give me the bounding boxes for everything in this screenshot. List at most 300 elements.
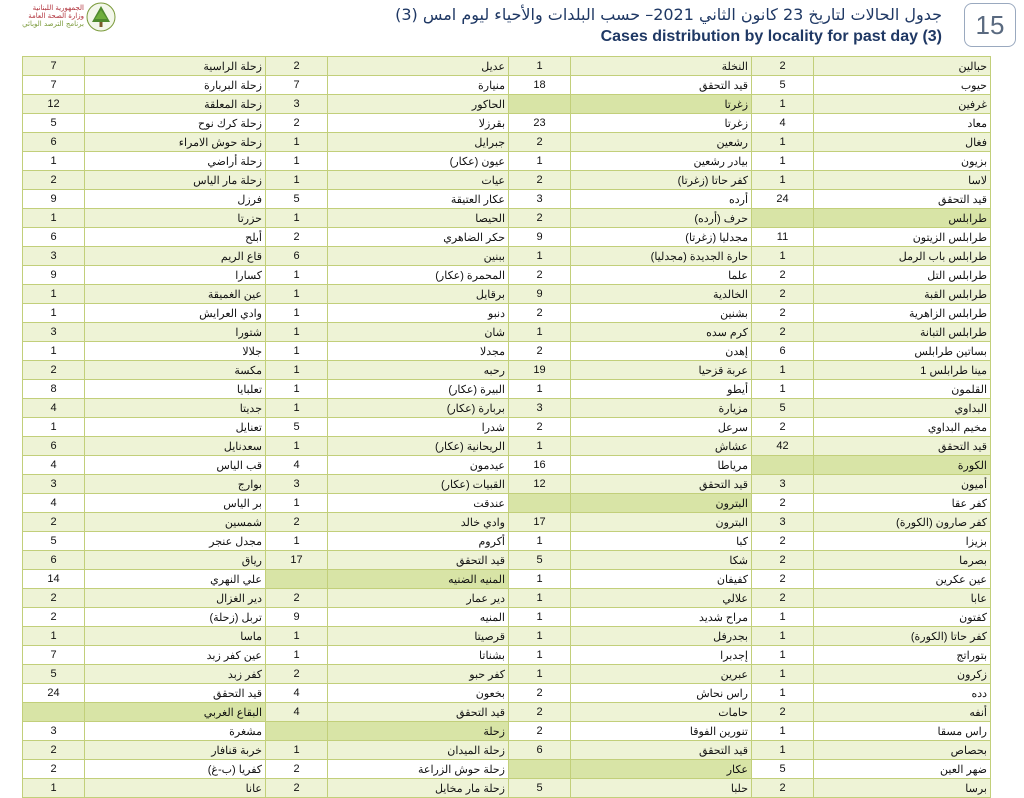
case-count-cell: 1 bbox=[752, 152, 814, 171]
locality-name-cell: رياق bbox=[85, 551, 266, 570]
region-header-cell: زغرتا bbox=[571, 95, 752, 114]
table-row bbox=[23, 494, 991, 513]
locality-name-cell: ببنين bbox=[328, 247, 509, 266]
locality-name-cell: عين كفر زبد bbox=[85, 646, 266, 665]
locality-name-cell: حارة الجديدة (مجدليا) bbox=[571, 247, 752, 266]
case-count-cell: 2 bbox=[23, 361, 85, 380]
table-row bbox=[23, 551, 991, 570]
locality-name-cell: الحيصا bbox=[328, 209, 509, 228]
table-row bbox=[23, 703, 991, 722]
locality-name-cell: سعدنايل bbox=[85, 437, 266, 456]
locality-name-cell: مينا طرابلس 1 bbox=[814, 361, 991, 380]
locality-name-cell: تعلبايا bbox=[85, 380, 266, 399]
case-count-cell: 1 bbox=[266, 342, 328, 361]
locality-name-cell: وادي خالد bbox=[328, 513, 509, 532]
case-count-cell: 1 bbox=[266, 361, 328, 380]
locality-name-cell: برسا bbox=[814, 779, 991, 798]
case-count-cell: 1 bbox=[266, 380, 328, 399]
locality-name-cell: بشنين bbox=[571, 304, 752, 323]
table-row bbox=[23, 304, 991, 323]
locality-name-cell: كفر حاتا (زغرتا) bbox=[571, 171, 752, 190]
locality-name-cell: كفر صارون (الكورة) bbox=[814, 513, 991, 532]
locality-name-cell: أرده bbox=[571, 190, 752, 209]
case-count-cell: 1 bbox=[23, 152, 85, 171]
case-count-cell: 1 bbox=[509, 532, 571, 551]
case-count-cell: 6 bbox=[752, 342, 814, 361]
case-count-cell: 6 bbox=[23, 437, 85, 456]
title-english: Cases distribution by locality for past day (3) bbox=[600, 28, 942, 45]
case-count-cell: 2 bbox=[752, 703, 814, 722]
case-count-cell bbox=[23, 703, 85, 722]
case-count-cell: 5 bbox=[752, 76, 814, 95]
locality-name-cell: حبالين bbox=[814, 57, 991, 76]
case-count-cell: 1 bbox=[509, 570, 571, 589]
region-header-cell: عكار bbox=[571, 760, 752, 779]
table-row bbox=[23, 114, 991, 133]
case-count-cell bbox=[509, 760, 571, 779]
locality-name-cell: زحلة الراسية bbox=[85, 57, 266, 76]
case-count-cell: 9 bbox=[266, 608, 328, 627]
case-count-cell bbox=[509, 95, 571, 114]
case-count-cell: 17 bbox=[266, 551, 328, 570]
case-count-cell: 5 bbox=[23, 114, 85, 133]
case-count-cell: 7 bbox=[23, 76, 85, 95]
logo-line-1: الجمهورية اللبنانية bbox=[32, 4, 84, 12]
case-count-cell: 1 bbox=[266, 437, 328, 456]
case-count-cell: 2 bbox=[752, 779, 814, 798]
table-row bbox=[23, 76, 991, 95]
table-row bbox=[23, 190, 991, 209]
case-count-cell: 1 bbox=[266, 133, 328, 152]
locality-name-cell: قاع الريم bbox=[85, 247, 266, 266]
locality-name-cell: الحاكور bbox=[328, 95, 509, 114]
case-count-cell: 18 bbox=[509, 76, 571, 95]
locality-name-cell: النخلة bbox=[571, 57, 752, 76]
locality-name-cell: قيد التحقق bbox=[571, 76, 752, 95]
case-count-cell: 2 bbox=[266, 228, 328, 247]
case-count-cell: 1 bbox=[752, 361, 814, 380]
locality-name-cell: بشناتا bbox=[328, 646, 509, 665]
locality-name-cell: شان bbox=[328, 323, 509, 342]
locality-name-cell: فرزل bbox=[85, 190, 266, 209]
locality-name-cell: طرابلس التبانة bbox=[814, 323, 991, 342]
locality-name-cell: مجدلا bbox=[328, 342, 509, 361]
case-count-cell: 2 bbox=[23, 513, 85, 532]
locality-name-cell: مراح شديد bbox=[571, 608, 752, 627]
case-count-cell: 1 bbox=[23, 418, 85, 437]
locality-name-cell: قيد التحقق bbox=[571, 741, 752, 760]
locality-name-cell: تعنايل bbox=[85, 418, 266, 437]
locality-name-cell: قيد التحقق bbox=[571, 475, 752, 494]
locality-name-cell: غرفين bbox=[814, 95, 991, 114]
locality-name-cell: راس نحاش bbox=[571, 684, 752, 703]
case-count-cell: 1 bbox=[752, 627, 814, 646]
cases-table bbox=[22, 56, 991, 798]
logo-text bbox=[8, 4, 84, 28]
region-header-cell: البترون bbox=[571, 494, 752, 513]
case-count-cell bbox=[752, 209, 814, 228]
locality-name-cell: جديتا bbox=[85, 399, 266, 418]
locality-name-cell: زحلة مار مخايل bbox=[328, 779, 509, 798]
case-count-cell: 8 bbox=[23, 380, 85, 399]
case-count-cell: 1 bbox=[266, 399, 328, 418]
locality-name-cell: كفريا (ب-غ) bbox=[85, 760, 266, 779]
locality-name-cell: لاسا bbox=[814, 171, 991, 190]
cedar-tree-icon bbox=[86, 2, 116, 32]
locality-name-cell: دده bbox=[814, 684, 991, 703]
locality-name-cell: كفيفان bbox=[571, 570, 752, 589]
case-count-cell: 1 bbox=[266, 266, 328, 285]
locality-name-cell: طرابلس القبة bbox=[814, 285, 991, 304]
locality-name-cell: أكروم bbox=[328, 532, 509, 551]
table-row bbox=[23, 589, 991, 608]
table-row bbox=[23, 779, 991, 798]
locality-name-cell: أنفه bbox=[814, 703, 991, 722]
case-count-cell: 2 bbox=[509, 703, 571, 722]
case-count-cell: 1 bbox=[509, 437, 571, 456]
case-count-cell: 2 bbox=[509, 266, 571, 285]
locality-name-cell: مجدليا (زغرتا) bbox=[571, 228, 752, 247]
case-count-cell: 2 bbox=[509, 418, 571, 437]
table-row bbox=[23, 380, 991, 399]
locality-name-cell: عربة قزحيا bbox=[571, 361, 752, 380]
locality-name-cell: القبيات (عكار) bbox=[328, 475, 509, 494]
case-count-cell bbox=[266, 722, 328, 741]
locality-name-cell: جبرايل bbox=[328, 133, 509, 152]
locality-name-cell: معاد bbox=[814, 114, 991, 133]
locality-name-cell: منيارة bbox=[328, 76, 509, 95]
locality-name-cell: طرابلس التل bbox=[814, 266, 991, 285]
cases-table-body bbox=[23, 57, 991, 798]
case-count-cell: 2 bbox=[23, 589, 85, 608]
table-row bbox=[23, 228, 991, 247]
case-count-cell: 3 bbox=[752, 513, 814, 532]
locality-name-cell: ماسا bbox=[85, 627, 266, 646]
locality-name-cell: قب الياس bbox=[85, 456, 266, 475]
case-count-cell: 5 bbox=[266, 190, 328, 209]
table-row bbox=[23, 133, 991, 152]
locality-name-cell: قيد التحقق bbox=[814, 437, 991, 456]
case-count-cell: 14 bbox=[23, 570, 85, 589]
locality-name-cell: قيد التحقق bbox=[814, 190, 991, 209]
case-count-cell: 23 bbox=[509, 114, 571, 133]
case-count-cell: 2 bbox=[752, 285, 814, 304]
case-count-cell: 12 bbox=[509, 475, 571, 494]
locality-name-cell: بتوراتج bbox=[814, 646, 991, 665]
case-count-cell: 19 bbox=[509, 361, 571, 380]
case-count-cell: 2 bbox=[509, 722, 571, 741]
table-row bbox=[23, 285, 991, 304]
case-count-cell: 5 bbox=[23, 665, 85, 684]
case-count-cell: 5 bbox=[266, 418, 328, 437]
locality-name-cell: البترون bbox=[571, 513, 752, 532]
locality-name-cell: طرابلس باب الرمل bbox=[814, 247, 991, 266]
case-count-cell: 2 bbox=[752, 304, 814, 323]
case-count-cell: 1 bbox=[509, 608, 571, 627]
case-count-cell: 1 bbox=[509, 589, 571, 608]
case-count-cell: 6 bbox=[266, 247, 328, 266]
locality-name-cell: عيدمون bbox=[328, 456, 509, 475]
table-row bbox=[23, 209, 991, 228]
locality-name-cell: بجدرفل bbox=[571, 627, 752, 646]
locality-name-cell: كرم سده bbox=[571, 323, 752, 342]
case-count-cell: 1 bbox=[509, 646, 571, 665]
case-count-cell: 42 bbox=[752, 437, 814, 456]
case-count-cell: 4 bbox=[23, 456, 85, 475]
case-count-cell: 1 bbox=[266, 646, 328, 665]
case-count-cell: 6 bbox=[23, 133, 85, 152]
locality-name-cell: إهدن bbox=[571, 342, 752, 361]
case-count-cell: 2 bbox=[752, 570, 814, 589]
locality-name-cell: دنبو bbox=[328, 304, 509, 323]
locality-name-cell: بزيزا bbox=[814, 532, 991, 551]
case-count-cell: 3 bbox=[509, 399, 571, 418]
locality-name-cell: بصرما bbox=[814, 551, 991, 570]
case-count-cell: 2 bbox=[23, 760, 85, 779]
case-count-cell: 2 bbox=[23, 608, 85, 627]
locality-name-cell: قيد التحقق bbox=[328, 551, 509, 570]
locality-name-cell: دير الغزال bbox=[85, 589, 266, 608]
case-count-cell: 11 bbox=[752, 228, 814, 247]
locality-name-cell: كفر عقا bbox=[814, 494, 991, 513]
case-count-cell: 3 bbox=[752, 475, 814, 494]
locality-name-cell: زحلة أراضي bbox=[85, 152, 266, 171]
case-count-cell: 9 bbox=[23, 266, 85, 285]
case-count-cell: 3 bbox=[23, 323, 85, 342]
title-arabic: جدول الحالات لتاريخ 23 كانون الثاني 2021– حسب البلدات والأحياء ليوم امس (3) bbox=[395, 5, 942, 24]
case-count-cell: 4 bbox=[23, 494, 85, 513]
locality-name-cell: طرابلس الزيتون bbox=[814, 228, 991, 247]
locality-name-cell: القلمون bbox=[814, 380, 991, 399]
case-count-cell: 2 bbox=[266, 665, 328, 684]
table-row bbox=[23, 665, 991, 684]
locality-name-cell: قرصيتا bbox=[328, 627, 509, 646]
case-count-cell: 17 bbox=[509, 513, 571, 532]
locality-name-cell: قيد التحقق bbox=[328, 703, 509, 722]
table-row bbox=[23, 741, 991, 760]
table-row bbox=[23, 418, 991, 437]
locality-name-cell: حامات bbox=[571, 703, 752, 722]
case-count-cell: 1 bbox=[752, 741, 814, 760]
table-row bbox=[23, 323, 991, 342]
locality-name-cell: مكسة bbox=[85, 361, 266, 380]
locality-name-cell: كفر حبو bbox=[328, 665, 509, 684]
locality-name-cell: عندقت bbox=[328, 494, 509, 513]
locality-name-cell: البداوي bbox=[814, 399, 991, 418]
table-row bbox=[23, 760, 991, 779]
case-count-cell: 5 bbox=[752, 399, 814, 418]
case-count-cell: 1 bbox=[509, 247, 571, 266]
locality-name-cell: زحلة المعلقة bbox=[85, 95, 266, 114]
case-count-cell: 3 bbox=[266, 475, 328, 494]
locality-name-cell: زحلة كرك نوح bbox=[85, 114, 266, 133]
case-count-cell: 2 bbox=[23, 171, 85, 190]
case-count-cell: 1 bbox=[752, 133, 814, 152]
case-count-cell: 1 bbox=[266, 494, 328, 513]
case-count-cell: 4 bbox=[266, 684, 328, 703]
locality-name-cell: الريحانية (عكار) bbox=[328, 437, 509, 456]
locality-name-cell: عيون (عكار) bbox=[328, 152, 509, 171]
table-row bbox=[23, 152, 991, 171]
table-row bbox=[23, 475, 991, 494]
locality-name-cell: حزرتا bbox=[85, 209, 266, 228]
case-count-cell: 5 bbox=[509, 779, 571, 798]
case-count-cell: 3 bbox=[23, 722, 85, 741]
locality-name-cell: جلالا bbox=[85, 342, 266, 361]
locality-name-cell: بيادر رشعين bbox=[571, 152, 752, 171]
case-count-cell: 1 bbox=[509, 323, 571, 342]
case-count-cell: 1 bbox=[752, 646, 814, 665]
table-row bbox=[23, 570, 991, 589]
locality-name-cell: مشغرة bbox=[85, 722, 266, 741]
table-row bbox=[23, 722, 991, 741]
locality-name-cell: طرابلس الزاهرية bbox=[814, 304, 991, 323]
locality-name-cell: البيرة (عكار) bbox=[328, 380, 509, 399]
case-count-cell: 1 bbox=[509, 57, 571, 76]
locality-name-cell: كسارا bbox=[85, 266, 266, 285]
case-count-cell: 1 bbox=[266, 209, 328, 228]
locality-name-cell: خربة قنافار bbox=[85, 741, 266, 760]
locality-name-cell: برقايل bbox=[328, 285, 509, 304]
locality-name-cell: عبرين bbox=[571, 665, 752, 684]
case-count-cell: 2 bbox=[23, 741, 85, 760]
case-count-cell: 9 bbox=[23, 190, 85, 209]
case-count-cell: 2 bbox=[752, 323, 814, 342]
case-count-cell: 2 bbox=[509, 304, 571, 323]
locality-name-cell: علالي bbox=[571, 589, 752, 608]
locality-name-cell: قيد التحقق bbox=[85, 684, 266, 703]
case-count-cell: 1 bbox=[752, 247, 814, 266]
case-count-cell: 2 bbox=[752, 266, 814, 285]
region-header-cell: الكورة bbox=[814, 456, 991, 475]
locality-name-cell: حكر الضاهري bbox=[328, 228, 509, 247]
locality-name-cell: فغال bbox=[814, 133, 991, 152]
locality-name-cell: تربل (زحلة) bbox=[85, 608, 266, 627]
locality-name-cell: شدرا bbox=[328, 418, 509, 437]
locality-name-cell: الخالدية bbox=[571, 285, 752, 304]
case-count-cell: 2 bbox=[509, 209, 571, 228]
locality-name-cell: أميون bbox=[814, 475, 991, 494]
case-count-cell: 2 bbox=[266, 114, 328, 133]
case-count-cell: 4 bbox=[266, 456, 328, 475]
case-count-cell: 1 bbox=[266, 323, 328, 342]
locality-name-cell: أبلح bbox=[85, 228, 266, 247]
case-count-cell: 12 bbox=[23, 95, 85, 114]
case-count-cell: 7 bbox=[23, 646, 85, 665]
locality-name-cell: تنورين الفوقا bbox=[571, 722, 752, 741]
case-count-cell: 4 bbox=[752, 114, 814, 133]
region-header-cell: المنيه الضنيه bbox=[328, 570, 509, 589]
case-count-cell: 2 bbox=[266, 589, 328, 608]
case-count-cell: 2 bbox=[266, 760, 328, 779]
case-count-cell: 1 bbox=[752, 665, 814, 684]
locality-name-cell: المنيه bbox=[328, 608, 509, 627]
locality-name-cell: ضهر العين bbox=[814, 760, 991, 779]
case-count-cell: 2 bbox=[752, 418, 814, 437]
case-count-cell: 5 bbox=[752, 760, 814, 779]
locality-name-cell: زحلة الميدان bbox=[328, 741, 509, 760]
case-count-cell: 4 bbox=[266, 703, 328, 722]
locality-name-cell: بوارج bbox=[85, 475, 266, 494]
table-row bbox=[23, 399, 991, 418]
case-count-cell: 1 bbox=[266, 741, 328, 760]
case-count-cell: 6 bbox=[23, 551, 85, 570]
locality-name-cell: عين عكرين bbox=[814, 570, 991, 589]
case-count-cell: 2 bbox=[509, 171, 571, 190]
case-count-cell: 1 bbox=[266, 304, 328, 323]
case-count-cell: 4 bbox=[23, 399, 85, 418]
locality-name-cell: رحبه bbox=[328, 361, 509, 380]
case-count-cell: 5 bbox=[23, 532, 85, 551]
table-row bbox=[23, 361, 991, 380]
locality-name-cell: عانا bbox=[85, 779, 266, 798]
case-count-cell bbox=[752, 456, 814, 475]
locality-name-cell: بحصاص bbox=[814, 741, 991, 760]
locality-name-cell: زغرتا bbox=[571, 114, 752, 133]
table-row bbox=[23, 627, 991, 646]
case-count-cell: 6 bbox=[23, 228, 85, 247]
locality-name-cell: حرف (أرده) bbox=[571, 209, 752, 228]
locality-name-cell: بربارة (عكار) bbox=[328, 399, 509, 418]
locality-name-cell: المحمرة (عكار) bbox=[328, 266, 509, 285]
case-count-cell: 1 bbox=[752, 684, 814, 703]
case-count-cell: 1 bbox=[23, 209, 85, 228]
case-count-cell bbox=[266, 570, 328, 589]
case-count-cell: 1 bbox=[509, 380, 571, 399]
case-count-cell: 24 bbox=[752, 190, 814, 209]
locality-name-cell: زكرون bbox=[814, 665, 991, 684]
case-count-cell: 2 bbox=[752, 551, 814, 570]
region-header-cell: طرابلس bbox=[814, 209, 991, 228]
locality-name-cell: علما bbox=[571, 266, 752, 285]
locality-name-cell: بساتين طرابلس bbox=[814, 342, 991, 361]
locality-name-cell: كفتون bbox=[814, 608, 991, 627]
locality-name-cell: عديل bbox=[328, 57, 509, 76]
table-row bbox=[23, 342, 991, 361]
case-count-cell: 9 bbox=[509, 285, 571, 304]
table-row bbox=[23, 266, 991, 285]
case-count-cell: 1 bbox=[23, 304, 85, 323]
case-count-cell: 3 bbox=[23, 247, 85, 266]
locality-name-cell: مزيارة bbox=[571, 399, 752, 418]
case-count-cell: 1 bbox=[752, 171, 814, 190]
locality-name-cell: كفر زبد bbox=[85, 665, 266, 684]
locality-name-cell: عيات bbox=[328, 171, 509, 190]
locality-name-cell: عين الغميقة bbox=[85, 285, 266, 304]
logo-line-2: وزارة الصحة العامة bbox=[28, 12, 84, 20]
case-count-cell: 7 bbox=[23, 57, 85, 76]
case-count-cell: 2 bbox=[266, 513, 328, 532]
case-count-cell: 1 bbox=[509, 627, 571, 646]
ministry-logo bbox=[8, 2, 118, 36]
case-count-cell: 16 bbox=[509, 456, 571, 475]
case-count-cell: 1 bbox=[266, 171, 328, 190]
locality-name-cell: بزيون bbox=[814, 152, 991, 171]
case-count-cell: 1 bbox=[752, 608, 814, 627]
locality-name-cell: بخعون bbox=[328, 684, 509, 703]
locality-name-cell: مرياطا bbox=[571, 456, 752, 475]
locality-name-cell: سرعل bbox=[571, 418, 752, 437]
case-count-cell: 3 bbox=[509, 190, 571, 209]
table-row bbox=[23, 646, 991, 665]
case-count-cell: 1 bbox=[266, 532, 328, 551]
table-row bbox=[23, 95, 991, 114]
case-count-cell: 2 bbox=[509, 133, 571, 152]
locality-name-cell: راس مسقا bbox=[814, 722, 991, 741]
slide-header bbox=[0, 0, 1024, 55]
case-count-cell: 1 bbox=[266, 152, 328, 171]
case-count-cell: 3 bbox=[23, 475, 85, 494]
